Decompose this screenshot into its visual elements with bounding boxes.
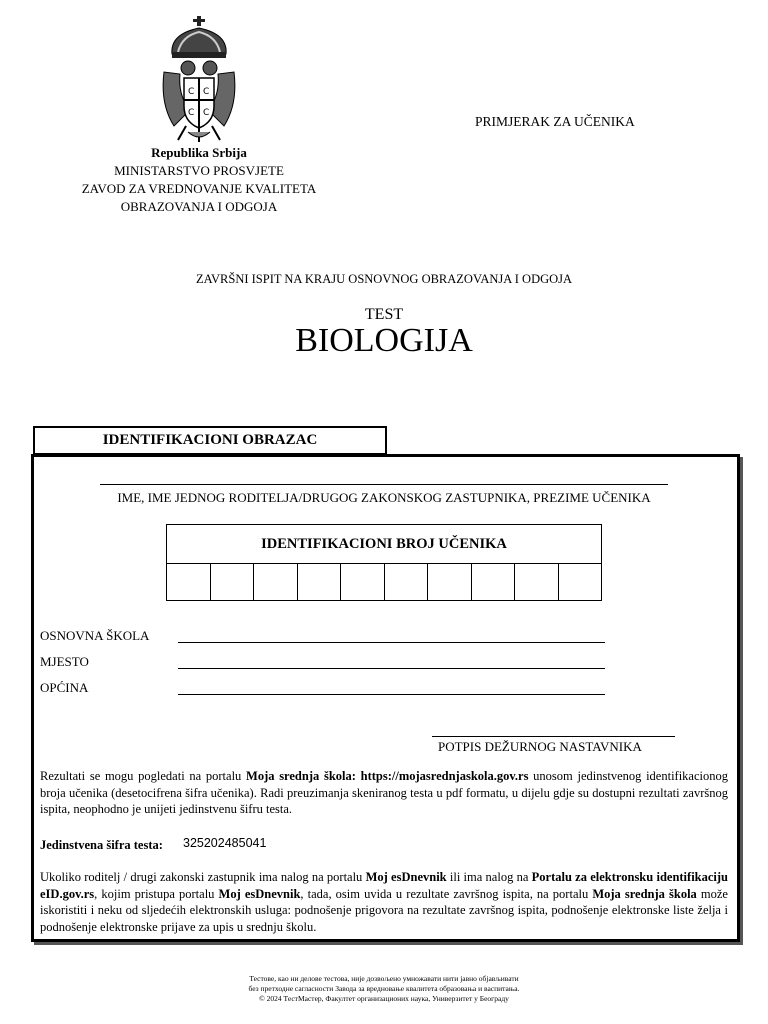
id-digit-box[interactable] xyxy=(253,564,297,600)
signature-line[interactable] xyxy=(432,736,675,737)
coat-of-arms-emblem xyxy=(160,14,238,144)
municipality-label: OPĆINA xyxy=(40,680,89,695)
id-digit-box[interactable] xyxy=(514,564,558,600)
svg-text:С: С xyxy=(188,87,195,97)
esdnevnik-link: Moj esDnevnik xyxy=(218,886,301,901)
footer-line: без претходне сагласности Завода за вредновање квалитета образовања и васпитања. xyxy=(248,984,520,993)
school-label: OSNOVNA ŠKOLA xyxy=(40,628,150,643)
footer-line: Тестове, као ни делове тестова, није дозвољено умножавати нити јавно објављивати xyxy=(249,974,519,983)
results-portal-link[interactable]: Moja srednja škola: https://mojasrednjaskola.gov.rs xyxy=(246,769,529,783)
issuer-block xyxy=(40,144,358,216)
signature-caption: POTPIS DEŽURNOG NASTAVNIKA xyxy=(438,739,642,754)
id-digit-box[interactable] xyxy=(558,564,602,600)
parent-text: ili ima nalog na xyxy=(446,870,532,884)
parent-text: , kojim pristupa portalu xyxy=(94,886,219,901)
institute-name-line1: ZAVOD ZA VREDNOVANJE KVALITETA xyxy=(81,181,317,196)
subject-title: BIOLOGIJA xyxy=(295,322,473,359)
footer-line: © 2024 ТестМастер, Факултет организационих наука, Универзитет у Београду xyxy=(259,994,509,1003)
ministry-name: MINISTARSTVO PROSVJETE xyxy=(114,163,284,178)
id-digit-box[interactable] xyxy=(167,564,210,600)
student-id-grid xyxy=(166,524,602,601)
id-digit-box[interactable] xyxy=(210,564,254,600)
parent-paragraph xyxy=(40,869,728,935)
moja-srednja-skola-link: Moja srednja škola xyxy=(592,886,697,901)
copy-label: PRIMJERAK ZA UČENIKA xyxy=(475,114,635,129)
parent-text: može iskoristiti i neku od sljedećih elektronskih usluga: podnošenje prigovora na rezultate završnog ispita, podnošenje elektronske liste želja i podnošenje elektronske prijave za upis u srednju školu. xyxy=(40,886,728,934)
results-paragraph xyxy=(40,768,728,818)
municipality-field[interactable] xyxy=(178,694,605,695)
id-digit-box[interactable] xyxy=(471,564,515,600)
country-name: Republika Srbija xyxy=(151,145,247,160)
svg-text:С: С xyxy=(203,87,210,97)
exam-title: ZAVRŠNI ISPIT NA KRAJU OSNOVNOG OBRAZOVANJA I ODGOJA xyxy=(195,272,573,286)
id-digit-box[interactable] xyxy=(340,564,384,600)
id-digit-box[interactable] xyxy=(427,564,471,600)
test-code-label: Jedinstvena šifra testa: xyxy=(40,838,163,852)
results-text: unosom jedinstvenog identifikacionog broja učenika (desetocifrena šifra učenika). Radi preuzimanja skeniranog testa u pdf formatu, u dijelu gdje su dostupni rezultati završnog ispita, neophodno je unijeti jedinstvenu šifru testa. xyxy=(40,769,728,816)
svg-text:С: С xyxy=(203,108,210,118)
test-label: TEST xyxy=(364,306,404,323)
place-field[interactable] xyxy=(178,668,605,669)
copyright-footer xyxy=(0,974,768,1004)
id-digit-box[interactable] xyxy=(384,564,428,600)
parent-text: Ukoliko roditelj / drugi zakonski zastupnik ima nalog na portalu xyxy=(40,870,366,884)
form-tab-title: IDENTIFIKACIONI OBRAZAC xyxy=(33,426,387,455)
student-name-caption: IME, IME JEDNOG RODITELJA/DRUGOG ZAKONSKOG ZASTUPNIKA, PREZIME UČENIKA xyxy=(117,490,651,505)
parent-text: , tada, osim uvida u rezultate završnog ispita, na portalu xyxy=(300,886,593,901)
svg-text:С: С xyxy=(188,108,195,118)
place-label: MJESTO xyxy=(40,654,89,669)
student-id-header: IDENTIFIKACIONI BROJ UČENIKA xyxy=(167,525,601,564)
results-text: Rezultati se mogu pogledati na portalu xyxy=(40,769,247,783)
school-field[interactable] xyxy=(178,642,605,643)
student-name-line[interactable] xyxy=(100,484,668,485)
esdnevnik-link: Moj esDnevnik xyxy=(365,870,447,884)
test-code-value: 325202485041 xyxy=(183,836,267,850)
eid-portal-link: Portalu za elektronsku identifikaciju eID.gov.rs xyxy=(40,870,729,901)
institute-name-line2: OBRAZOVANJA I ODGOJA xyxy=(120,199,278,214)
id-digit-box[interactable] xyxy=(297,564,341,600)
